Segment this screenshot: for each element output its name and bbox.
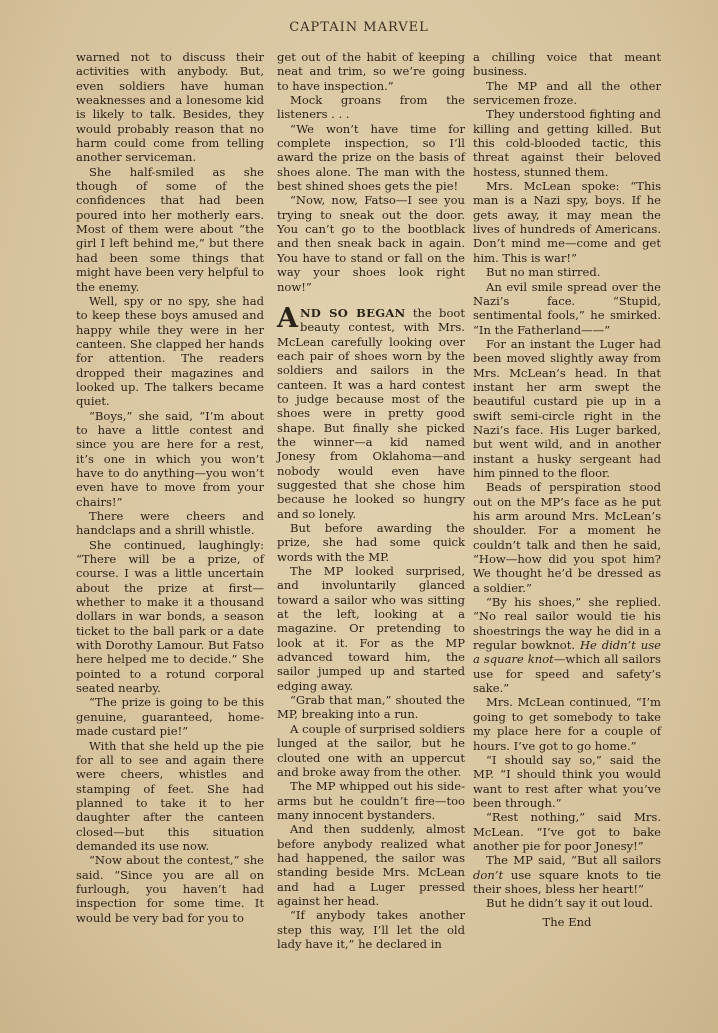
paragraph: But no man stirred. [486,265,601,280]
paragraph: “Now, now, Fatso—I see you trying to sneak out the door. You can’t go to the bootblack and then sneak back in again. You have to stand or fall on the way your shoes look right now!” [277,193,465,294]
paragraph: With that she held up the pie for all to see and again there were cheers, whistles and stamping of feet. She had planned to take it to her daughter after the canteen closed—but this situation demanded its use now. [76,738,264,853]
paragraph: get out of the habit of keeping neat and trim, so we’re going to have inspection.” [277,50,465,93]
paragraph: Mrs. McLean spoke: “This man is a Nazi spy, boys. If he gets away, it may mean the lives of hundreds of Americans. Don’t mind me—come and get him. This is war!” [473,179,661,265]
drop-cap: A [277,302,298,334]
paragraph-text: the boot beauty contest, with Mrs. McLean carefully looking over each pair of shoes worn by the soldiers and sailors in the canteen. It was a hard contest to judge because most of the shoes were in pretty good shape. But finally she picked the winner—a kid named Jonesy from Oklahoma—and nobody would even have suggested that she chose him because he looked so hungry and so lonely. [277,305,465,521]
paragraph: “Now about the contest,” she said. “Since you are all on furlough, you haven’t had inspection for some time. It would be very bad for you to [76,853,264,925]
paragraph: “If anybody takes another step this way, I’ll let the old lady have it,” he declared in [277,908,465,951]
paragraph-text: The MP said, “But all sailors [486,853,661,868]
column-3 [473,50,661,929]
paragraph: There were cheers and handclaps and a shrill whistle. [76,509,264,538]
paragraph: For an instant the Luger had been moved slightly away from Mrs. McLean’s head. In that instant her arm swept the beautiful custard pie up in a swift semi-circle right in the Nazi’s face. His Luger barked, but went wild, and in another instant a husky sergeant had him pinned to the floor. [473,336,661,480]
paragraph: And then suddenly, almost before anybody realized what had happened, the sailor was standing beside Mrs. McLean and had a Luger pressed against her head. [277,822,465,908]
paragraph: But before awarding the prize, she had some quick words with the MP. [277,521,465,564]
paragraph-text: —which all sailors use for speed and safety’s sake.” [473,652,661,696]
emphasis-text: don’t [473,867,504,882]
paragraph: Mock groans from the listeners . . . [277,93,465,122]
paragraph [473,595,661,695]
paragraph: But he didn’t say it out loud. [486,896,653,911]
paragraph: “Rest nothing,” said Mrs. McLean. “I’ve got to bake another pie for poor Jonesy!” [473,810,661,853]
paragraph: Well, spy or no spy, she had to keep these boys amused and happy while they were in her canteen. She clapped her hands for attention. The readers dropped their magazines and looked up. The talkers became quiet. [76,293,264,409]
paragraph-text: “By his shoes,” she replied. “No real sailor would tie his shoestrings the way he did in a regular bowknot. [473,595,661,653]
paragraph: Mrs. McLean continued, “I’m going to get somebody to take my place here for a couple of hours. I’ve got to go home.” [473,695,661,753]
paragraph: The MP and all the other servicemen froze. [473,78,661,108]
paragraph: warned not to discuss their activities with anybody. But, even soldiers have human weaknesses and a lonesome kid is likely to talk. Besides, they would probably reason that no harm could come from telling another serviceman. [76,50,264,165]
paragraph: The MP looked surprised, and involuntarily glanced toward a sailor who was sitting at the left, looking at a magazine. Or pretending to look at it. For as the MP advanced toward him, the sailor jumped up and started edging away. [277,564,465,693]
paragraph: A couple of surprised soldiers lunged at the sailor, but he clouted one with an uppercut and broke away from the other. [277,721,465,779]
section-opening-paragraph [277,302,465,521]
paragraph [473,853,661,896]
paragraph: “Grab that man,” shouted the MP, breaking into a run. [277,693,465,722]
column-1 [76,50,264,925]
paragraph: They understood fighting and killing and getting killed. But this cold-blooded tactic, this threat against their beloved hostess, stunned them. [473,107,661,179]
paragraph: a chilling voice that meant business. [473,50,661,79]
lead-in-text: ND SO BEGAN [299,305,406,320]
paragraph: She half-smiled as she though of some of the confidences that had been poured into her motherly ears. Most of them were about “the girl I left behind me,” but there had been some things that might have been very helpful to the enemy. [76,164,264,294]
paragraph: An evil smile spread over the Nazi’s face. “Stupid, sentimental fools,” he smirked. “In the Fatherland——” [473,279,661,337]
emphasis-text: He didn’t use a square knot [473,638,661,667]
paragraph-text: use square knots to tie their shoes, bless her heart!” [473,867,661,896]
paragraph: She continued, laughingly: “There will be a prize, of course. I was a little uncertain about the prize at first—whether to make it a thousand dollars in war bonds, a season ticket to the ball park or a date with Dorothy Lamour. But Fatso here helped me to decide.” She pointed to a rotund corporal seated nearby. [76,537,264,696]
paragraph: The MP whipped out his side-arms but he couldn’t fire—too many innocent bystanders. [277,779,465,822]
page-header: CAPTAIN MARVEL [289,20,429,35]
column-2 [277,50,465,951]
paragraph: Beads of perspiration stood out on the MP’s face as he put his arm around Mrs. McLean’s shoulder. For a moment he couldn’t talk and then he said, “How—how did you spot him? We thought he’d be dressed as a soldier.” [473,480,661,595]
the-end-label: The End [542,914,592,929]
paragraph: “I should say so,” said the MP. “I should think you would want to rest after what you’ve been through.” [473,752,661,810]
paragraph: “We won’t have time for complete inspection, so I’ll award the prize on the basis of shoes alone. The man with the best shined shoes gets the pie! [277,121,465,194]
paragraph: “The prize is going to be this genuine, guaranteed, home-made custard pie!” [76,695,264,739]
paragraph: “Boys,” she said, “I’m about to have a little contest and since you are here for a rest, it’s one in which you won’t have to do anything—you won’t even have to move from your chairs!” [76,408,264,509]
